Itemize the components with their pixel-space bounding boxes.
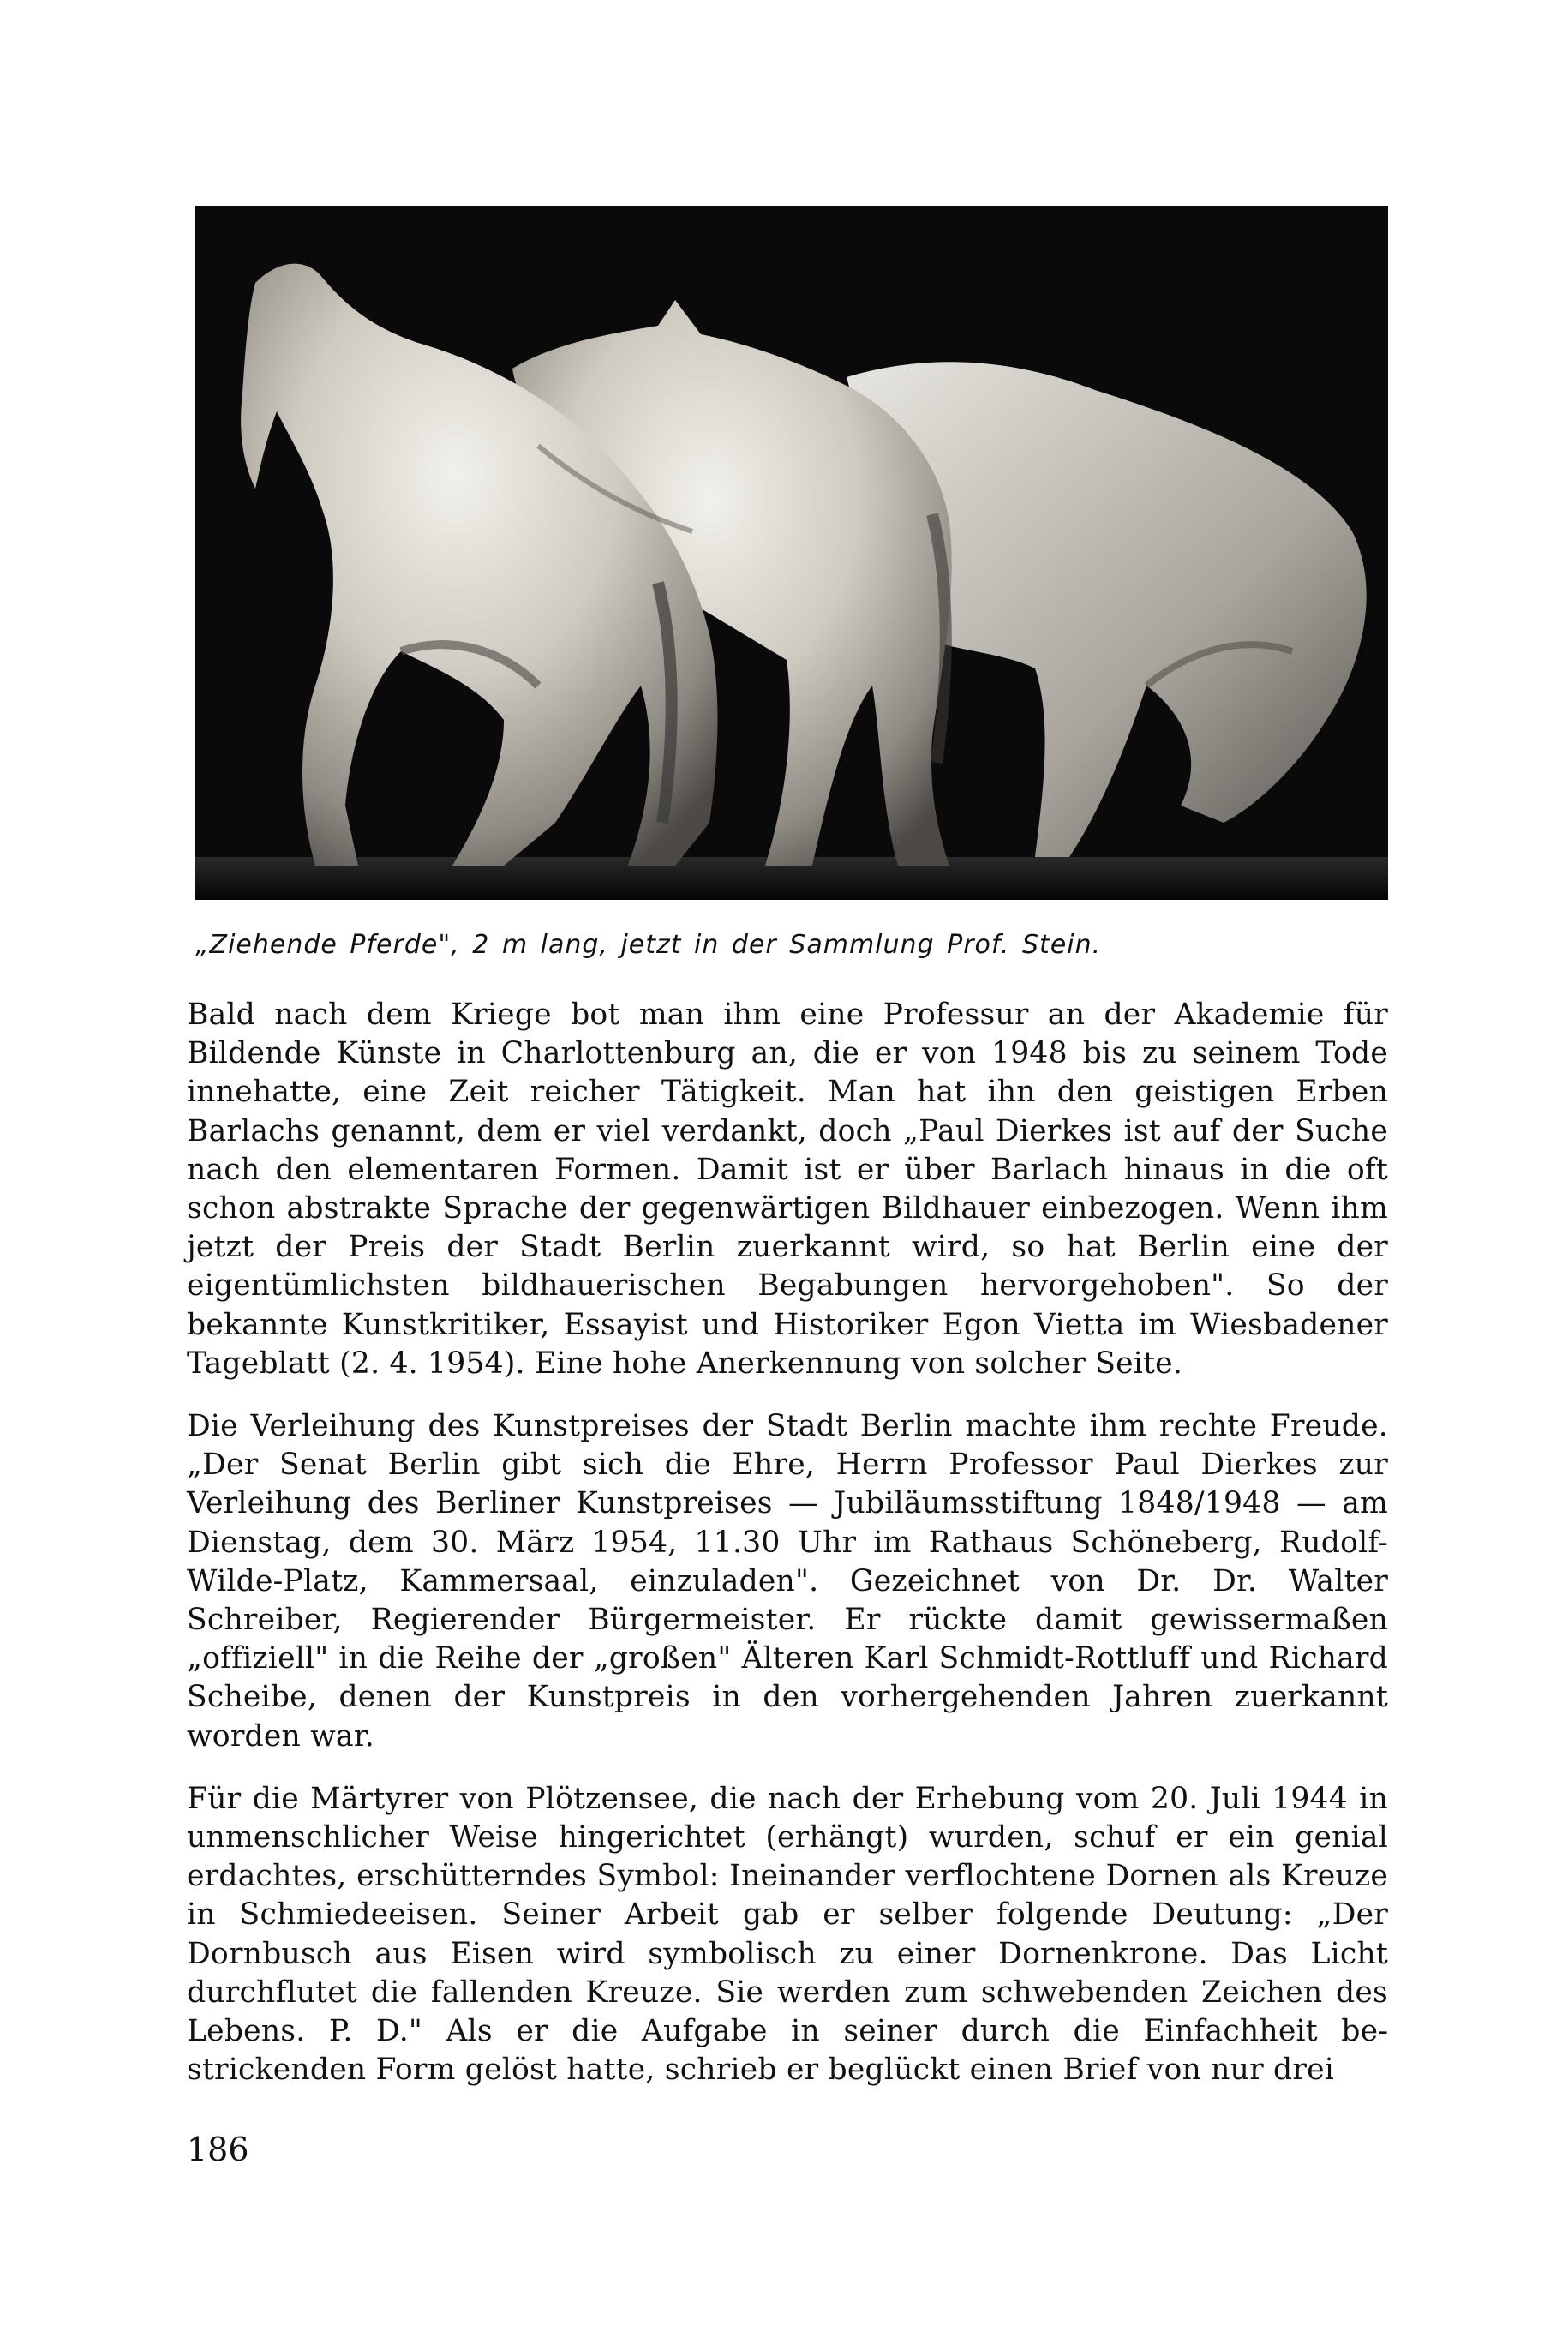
page-number: 186 [187, 2131, 249, 2168]
sculpture-photo [195, 206, 1388, 900]
paragraph-1: Bald nach dem Kriege bot man ihm eine Professur an der Akademie für Bildende Künste in Charlottenburg an, die er von 1948 bis zu seinem Tode innehatte, eine Zeit reicher Tätigkeit. Man hat ihn den geistigen Erben Barlachs genannt, dem er viel verdankt, doch „Paul Dierkes ist auf der Suche nach den elementaren Formen. Damit ist er über Barlach hinaus in die oft schon abstrakte Sprache der gegenwärtigen Bildhauer einbezogen. Wenn ihm jetzt der Preis der Stadt Berlin zuerkannt wird, so hat Berlin eine der eigentümlichsten bildhauerischen Begabungen hervorgehoben". So der bekannte Kunstkritiker, Essayist und Historiker Egon Vietta im Wiesbadener Tageblatt (2. 4. 1954). Eine hohe Anerkennung von solcher Seite. [187, 998, 1388, 1381]
sculpture-photo-icon [195, 206, 1388, 900]
paragraph-3: Für die Märtyrer von Plötzensee, die nach der Erhebung vom 20. Juli 1944 in unmenschlicher Weise hingerichtet (erhängt) wurden, schuf er ein genial erdachtes, erschütterndes Symbol: Ineinander verflochtene Dornen als Kreuze in Schmiedeeisen. Seiner Arbeit gab er selber folgende Deutung: „Der Dornbusch aus Eisen wird symbolisch zu einer Dornenkrone. Das Licht durchflutet die fallenden Kreuze. Sie werden zum schwebenden Zeichen des Lebens. P. D." Als er die Aufgabe in seiner durch die Einfachheit bestrickenden Form gelöst hatte, schrieb er beglückt einen Brief von nur drei [187, 1781, 1388, 2088]
paragraph-2: Die Verleihung des Kunstpreises der Stadt Berlin machte ihm rechte Freude. „Der Senat Berlin gibt sich die Ehre, Herrn Professor Paul Dierkes zur Verleihung des Berliner Kunstpreises — Jubiläumsstiftung 1848/1948 — am Dienstag, dem 30. März 1954, 11.30 Uhr im Rathaus Schöneberg, Rudolf-Wilde-Platz, Kammersaal, einzuladen". Gezeichnet von Dr. Dr. Walter Schreiber, Regierender Bürgermeister. Er rückte damit gewissermaßen „offiziell" in die Reihe der „großen" Älteren Karl Schmidt-Rottluff und Richard Scheibe, denen der Kunstpreis in den vorhergehenden Jahren zuerkannt worden war. [187, 1409, 1388, 1754]
figure-caption: „Ziehende Pferde", 2 m lang, jetzt in der Sammlung Prof. Stein. [195, 930, 1102, 960]
body-text [187, 996, 1388, 2113]
